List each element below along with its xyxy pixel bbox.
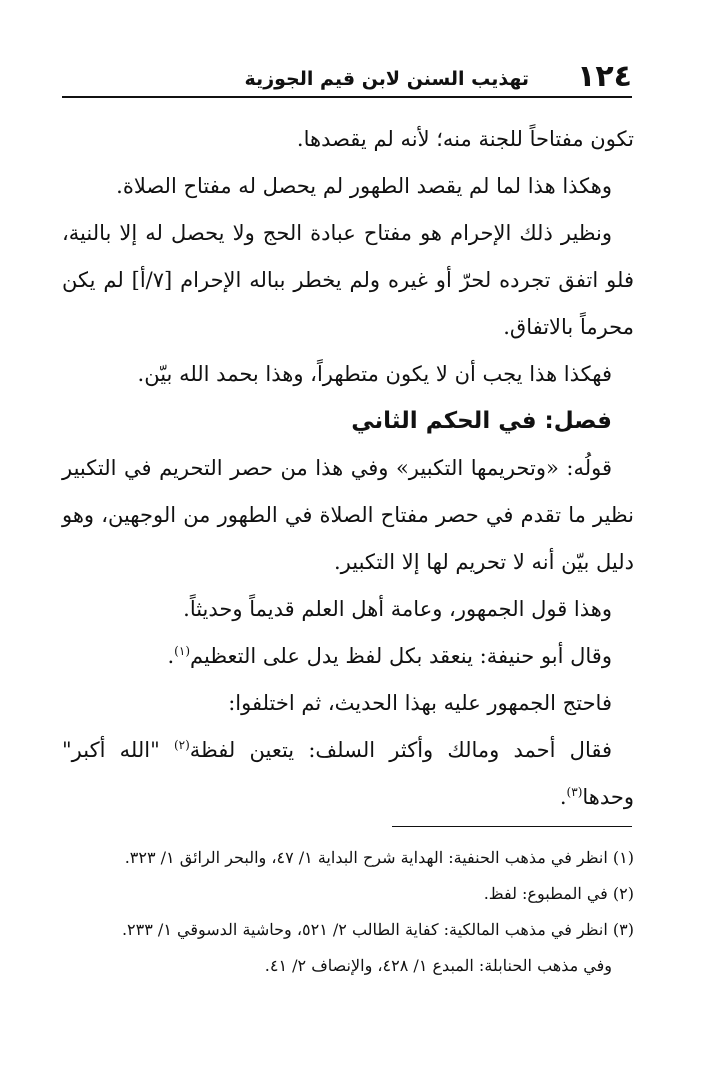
footnote-divider (392, 826, 632, 827)
footnote-ref[interactable]: (٢) (173, 738, 190, 752)
paragraph: قولُه: «وتحريمها التكبير» وفي هذا من حصر التحريم في التكبير نظير ما تقدم في حصر مفتاح الصلاة في الطهور من الوجهين، وهو دليل بيّن أنه لا تحريم لها إلا التكبير. (62, 456, 634, 574)
page-header (62, 58, 632, 98)
running-title: تهذيب السنن لابن قيم الجوزية (244, 68, 530, 90)
section-heading: فصل: في الحكم الثاني (351, 408, 612, 434)
paragraph-text: وقال أبو حنيفة: ينعقد بكل لفظ يدل على التعظيم (190, 644, 612, 668)
paragraph (62, 727, 634, 821)
paragraph-end: . (167, 644, 175, 668)
paragraph-text: فقال أحمد ومالك وأكثر السلف: يتعين لفظة (189, 738, 612, 762)
footnote-ref[interactable]: (٣) (566, 785, 583, 799)
paragraph: فاحتج الجمهور عليه بهذا الحديث، ثم اختلفوا: (228, 691, 612, 715)
paragraph: تكون مفتاحاً للجنة منه؛ لأنه لم يقصدها. (296, 127, 634, 151)
footnote: (٢) في المطبوع: لفظ. (483, 884, 634, 903)
paragraph (62, 633, 634, 680)
paragraph-text: "الله أكبر" وحدها (62, 738, 634, 809)
footnotes (62, 840, 634, 984)
paragraph: ونظير ذلك الإحرام هو مفتاح عبادة الحج ولا يحصل له إلا بالنية، فلو اتفق تجرده لحرّ أو غيره ولم يخطر بباله الإحرام [٧/أ] لم يكن محرماً بالاتفاق. (62, 221, 634, 339)
paragraph: وهذا قول الجمهور، وعامة أهل العلم قديماً وحديثاً. (183, 597, 612, 621)
page-number: ١٢٤ (577, 59, 632, 94)
footnote: (١) انظر في مذهب الحنفية: الهداية شرح البداية ١/ ٤٧، والبحر الرائق ١/ ٣٢٣. (124, 848, 634, 867)
paragraph: فهكذا هذا يجب أن لا يكون متطهراً، وهذا بحمد الله بيّن. (137, 362, 612, 386)
paragraph: وهكذا هذا لما لم يقصد الطهور لم يحصل له مفتاح الصلاة. (116, 174, 612, 198)
footnote: (٣) انظر في مذهب المالكية: كفاية الطالب ٢/ ٥٢١، وحاشية الدسوقي ١/ ٢٣٣. (121, 920, 634, 939)
main-text (62, 116, 634, 821)
paragraph-end: . (559, 785, 567, 809)
footnote-continuation: وفي مذهب الحنابلة: المبدع ١/ ٤٢٨، والإنصاف ٢/ ٤١. (264, 956, 612, 975)
footnote-ref[interactable]: (١) (174, 644, 190, 658)
